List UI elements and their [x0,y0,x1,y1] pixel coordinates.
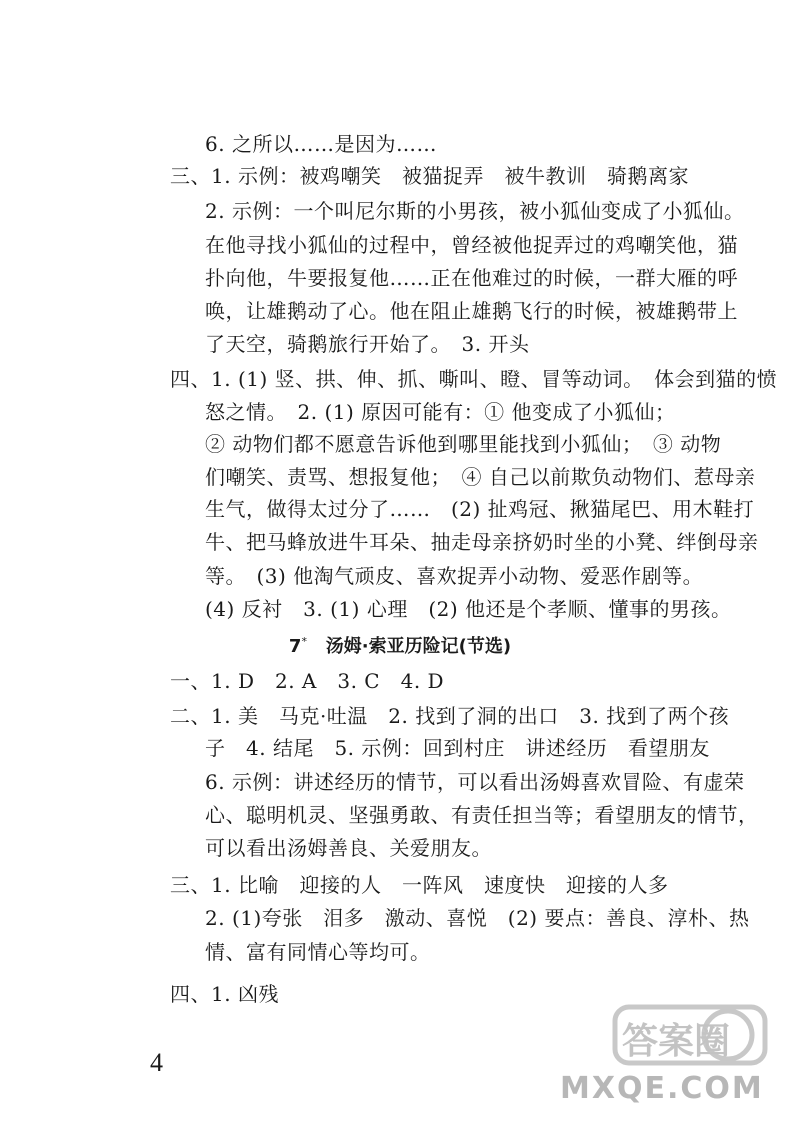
text-line: 心、聪明机灵、坚强勇敢、有责任担当等；看望朋友的情节， [205,803,759,827]
text-line: 2. 示例：一个叫尼尔斯的小男孩，被小狐仙变成了小狐仙。 [205,199,745,223]
text-line: 可以看出汤姆善良、关爱朋友。 [205,836,492,860]
text-line: 三、1. 比喻 迎接的人 一阵风 速度快 迎接的人多 [170,873,669,897]
watermark-logo-icon [560,997,770,1072]
text-line: 三、1. 示例：被鸡嘲笑 被猫捉弄 被牛教训 骑鹅离家 [170,164,689,188]
section-title-text: 汤姆·索亚历险记(节选) [325,636,512,657]
text-line: 怒之情。 2. (1) 原因可能有：① 他变成了小狐仙； [205,400,676,424]
page-number: 4 [150,1048,163,1077]
section-star: * [301,635,307,648]
text-line: 生气，做得太过分了…… (2) 扯鸡冠、揪猫尾巴、用木鞋打 [205,497,755,521]
text-line: 扑向他，牛要报复他……正在他难过的时候，一群大雁的呼 [205,266,738,290]
text-line: 在他寻找小狐仙的过程中，曾经被他捉弄过的鸡嘲笑他，猫 [205,233,738,257]
text-line: 们嘲笑、责骂、想报复他； ④ 自己以前欺负动物们、惹母亲 [205,465,756,489]
section-number: 7 [288,636,302,657]
text-line: 四、1. 凶残 [170,982,279,1006]
text-line: 子 4. 结尾 5. 示例：回到村庄 讲述经历 看望朋友 [205,736,710,760]
text-line: 等。 (3) 他淘气顽皮、喜欢捉弄小动物、爱恶作剧等。 [205,564,704,588]
text-line: 二、1. 美 马克·吐温 2. 找到了洞的出口 3. 找到了两个孩 [170,704,730,728]
text-line: 6. 示例：讲述经历的情节，可以看出汤姆喜欢冒险、有虚荣 [205,770,745,794]
text-line: (4) 反衬 3. (1) 心理 (2) 他还是个孝顺、懂事的男孩。 [205,597,732,621]
watermark-text: MXQE.COM [560,1071,764,1106]
text-line: ② 动物们都不愿意告诉他到哪里能找到小狐仙； ③ 动物 [205,432,722,456]
text-line: 了天空，骑鹅旅行开始了。 3. 开头 [205,332,530,356]
text-line: 情、富有同情心等均可。 [205,940,431,964]
text-line: 牛、把马蜂放进牛耳朵、抽走母亲挤奶时坐的小凳、绊倒母亲 [205,530,759,554]
text-line: 四、1. (1) 竖、拱、伸、抓、嘶叫、瞪、冒等动词。 体会到猫的愤 [170,367,778,391]
text-line: 一、1. D 2. A 3. C 4. D [170,669,445,693]
text-line: 2. (1)夸张 泪多 激动、喜悦 (2) 要点：善良、淳朴、热 [205,906,750,930]
text-line: 6. 之所以……是因为…… [205,132,437,156]
watermark-logo-text: 答案圈 [622,1021,731,1062]
text-line: 唤，让雄鹅动了心。他在阻止雄鹅飞行的时候，被雄鹅带上 [205,299,738,323]
section-title [0,632,800,658]
watermark [560,997,770,1112]
